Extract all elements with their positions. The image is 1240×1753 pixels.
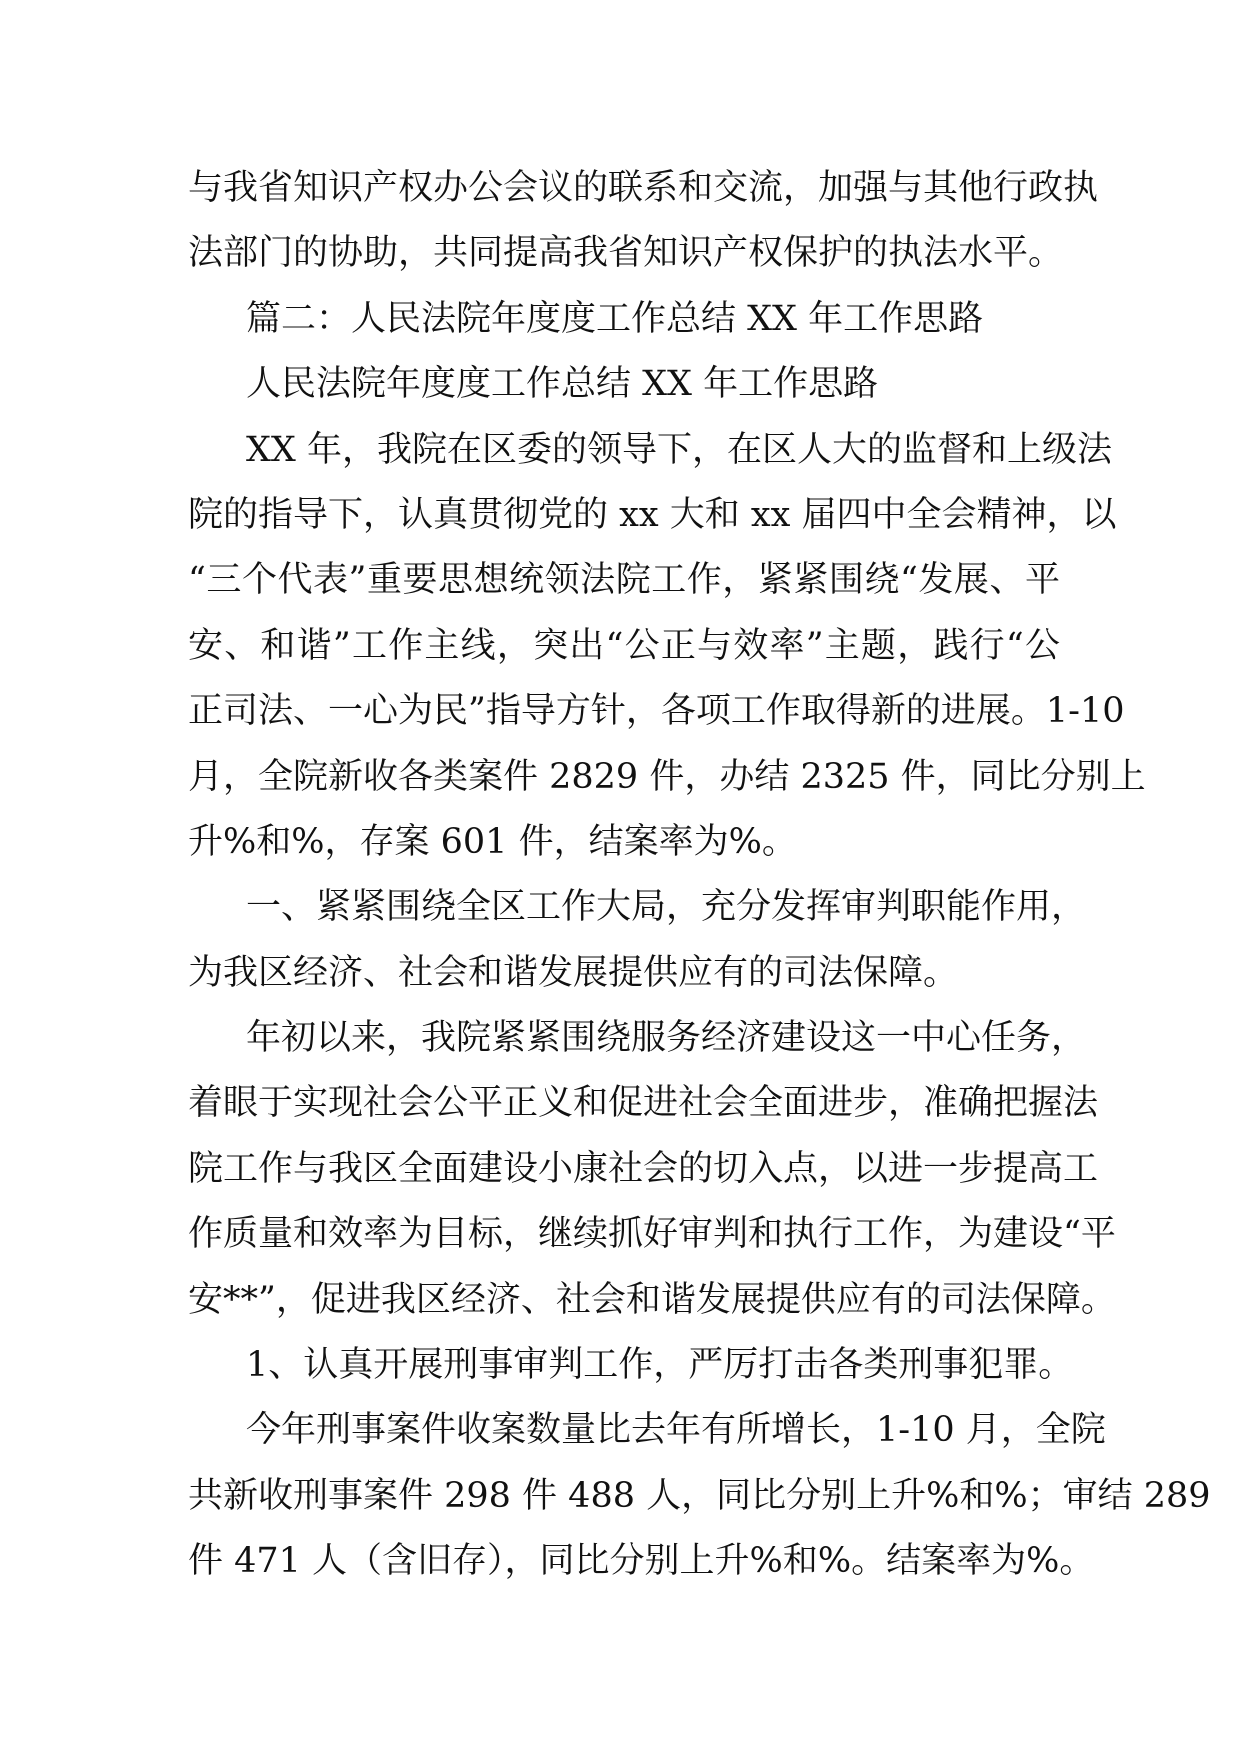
document-body <box>188 156 1211 1595</box>
section-heading: 1、认真开展刑事审判工作，严厉打击各类刑事犯罪。 <box>246 1345 1074 1386</box>
section-heading: 一、紧紧围绕全区工作大局，充分发挥审判职能作用， <box>246 887 1087 928</box>
text-line: 月，全院新收各类案件 2829 件，办结 2325 件，同比分别上 <box>188 756 1146 797</box>
text-line: 正司法、一心为民”指导方针，各项工作取得新的进展。1-10 <box>188 691 1125 732</box>
text-line: 院的指导下，认真贯彻党的 xx 大和 xx 届四中全会精神，以 <box>188 494 1117 535</box>
text-line: 件 471 人（含旧存），同比分别上升%和%。结案率为%。 <box>188 1541 1095 1582</box>
text-line: 升%和%，存案 601 件，结案率为%。 <box>188 821 797 862</box>
text-line: 共新收刑事案件 298 件 488 人，同比分别上升%和%；审结 289 <box>188 1475 1211 1516</box>
article-title: 人民法院年度度工作总结 XX 年工作思路 <box>246 364 879 405</box>
text-line: 着眼于实现社会公平正义和促进社会全面进步，准确把握法 <box>188 1083 1099 1124</box>
text-line: 与我省知识产权办公会议的联系和交流，加强与其他行政执 <box>188 168 1099 208</box>
text-line: 安**”，促进我区经济、社会和谐发展提供应有的司法保障。 <box>188 1279 1116 1320</box>
text-line: 为我区经济、社会和谐发展提供应有的司法保障。 <box>188 952 959 993</box>
text-line: 院工作与我区全面建设小康社会的切入点，以进一步提高工 <box>188 1148 1099 1189</box>
text-line: “三个代表”重要思想统领法院工作，紧紧围绕“发展、平 <box>188 560 1060 601</box>
text-line: 安、和谐”工作主线，突出“公正与效率”主题，践行“公 <box>188 625 1060 666</box>
text-line: XX 年，我院在区委的领导下，在区人大的监督和上级法 <box>246 429 1112 470</box>
text-line: 今年刑事案件收案数量比去年有所增长，1-10 月，全院 <box>246 1410 1106 1451</box>
text-line: 年初以来，我院紧紧围绕服务经济建设这一中心任务， <box>246 1018 1087 1059</box>
text-line: 作质量和效率为目标，继续抓好审判和执行工作，为建设“平 <box>188 1214 1116 1255</box>
text-line: 法部门的协助，共同提高我省知识产权保护的执法水平。 <box>188 233 1064 274</box>
section-heading: 篇二：人民法院年度度工作总结 XX 年工作思路 <box>246 298 984 339</box>
